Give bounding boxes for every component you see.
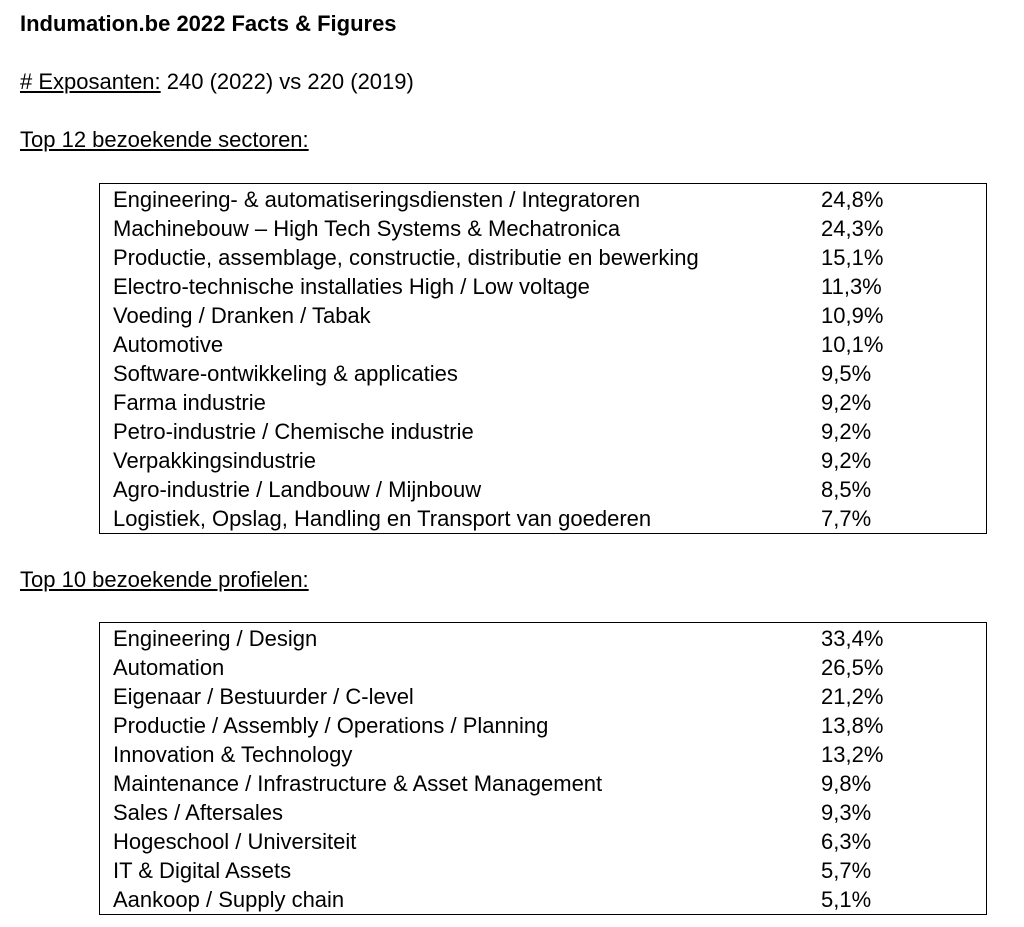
profiles-heading: Top 10 bezoekende profielen: bbox=[20, 567, 309, 592]
table-row bbox=[100, 769, 986, 798]
row-value: 11,3% bbox=[821, 274, 882, 299]
table-row bbox=[100, 711, 986, 740]
row-value: 8,5% bbox=[821, 477, 872, 502]
row-label: Innovation & Technology bbox=[113, 742, 353, 767]
row-value: 13,8% bbox=[821, 713, 884, 738]
row-value: 5,7% bbox=[821, 858, 872, 883]
sectors-heading: Top 12 bezoekende sectoren: bbox=[20, 127, 309, 152]
row-label: Farma industrie bbox=[113, 390, 266, 415]
table-row bbox=[100, 504, 986, 533]
row-value: 9,2% bbox=[821, 390, 872, 415]
row-value: 26,5% bbox=[821, 655, 884, 680]
row-value: 10,9% bbox=[821, 303, 884, 328]
exhibitors-line bbox=[20, 68, 414, 96]
table-row bbox=[100, 214, 986, 243]
row-label: Engineering- & automatiseringsdiensten / Integratoren bbox=[113, 187, 641, 212]
row-label: Verpakkingsindustrie bbox=[113, 448, 317, 473]
table-row bbox=[100, 885, 986, 914]
row-label: Productie / Assembly / Operations / Planning bbox=[113, 713, 549, 738]
exhibitors-label: # Exposanten: bbox=[20, 69, 161, 94]
row-value: 9,2% bbox=[821, 419, 872, 444]
table-row bbox=[100, 388, 986, 417]
exhibitors-value: 240 (2022) vs 220 (2019) bbox=[160, 69, 414, 94]
row-label: Productie, assemblage, constructie, distributie en bewerking bbox=[113, 245, 699, 270]
row-value: 9,8% bbox=[821, 771, 872, 796]
row-value: 10,1% bbox=[821, 332, 884, 357]
row-label: Sales / Aftersales bbox=[113, 800, 283, 825]
table-row bbox=[100, 624, 986, 653]
table-row bbox=[100, 301, 986, 330]
row-value: 9,5% bbox=[821, 361, 872, 386]
row-value: 24,3% bbox=[821, 216, 884, 241]
table-row bbox=[100, 475, 986, 504]
row-label: IT & Digital Assets bbox=[113, 858, 292, 883]
row-value: 9,3% bbox=[821, 800, 872, 825]
table-row bbox=[100, 682, 986, 711]
table-row bbox=[100, 827, 986, 856]
row-label: Voeding / Dranken / Tabak bbox=[113, 303, 371, 328]
row-label: Software-ontwikkeling & applicaties bbox=[113, 361, 458, 386]
table-row bbox=[100, 740, 986, 769]
table-row bbox=[100, 417, 986, 446]
row-value: 6,3% bbox=[821, 829, 872, 854]
row-value: 21,2% bbox=[821, 684, 884, 709]
sectors-table bbox=[99, 183, 987, 534]
row-label: Logistiek, Opslag, Handling en Transport van goederen bbox=[113, 506, 652, 531]
row-value: 13,2% bbox=[821, 742, 884, 767]
table-row bbox=[100, 856, 986, 885]
table-row bbox=[100, 446, 986, 475]
profiles-table bbox=[99, 622, 987, 915]
row-label: Machinebouw – High Tech Systems & Mechatronica bbox=[113, 216, 621, 241]
table-row bbox=[100, 272, 986, 301]
row-label: Automotive bbox=[113, 332, 224, 357]
table-row bbox=[100, 798, 986, 827]
table-row bbox=[100, 359, 986, 388]
row-value: 33,4% bbox=[821, 626, 884, 651]
row-label: Agro-industrie / Landbouw / Mijnbouw bbox=[113, 477, 482, 502]
row-value: 24,8% bbox=[821, 187, 884, 212]
row-label: Aankoop / Supply chain bbox=[113, 887, 345, 912]
table-row bbox=[100, 243, 986, 272]
row-value: 5,1% bbox=[821, 887, 872, 912]
page-title: Indumation.be 2022 Facts & Figures bbox=[20, 11, 397, 36]
row-label: Eigenaar / Bestuurder / C-level bbox=[113, 684, 414, 709]
table-row bbox=[100, 653, 986, 682]
row-label: Maintenance / Infrastructure & Asset Management bbox=[113, 771, 603, 796]
row-label: Petro-industrie / Chemische industrie bbox=[113, 419, 474, 444]
table-row bbox=[100, 185, 986, 214]
row-value: 9,2% bbox=[821, 448, 872, 473]
row-label: Electro-technische installaties High / Low voltage bbox=[113, 274, 590, 299]
row-value: 15,1% bbox=[821, 245, 884, 270]
table-row bbox=[100, 330, 986, 359]
row-label: Automation bbox=[113, 655, 225, 680]
row-value: 7,7% bbox=[821, 506, 872, 531]
row-label: Engineering / Design bbox=[113, 626, 318, 651]
row-label: Hogeschool / Universiteit bbox=[113, 829, 357, 854]
